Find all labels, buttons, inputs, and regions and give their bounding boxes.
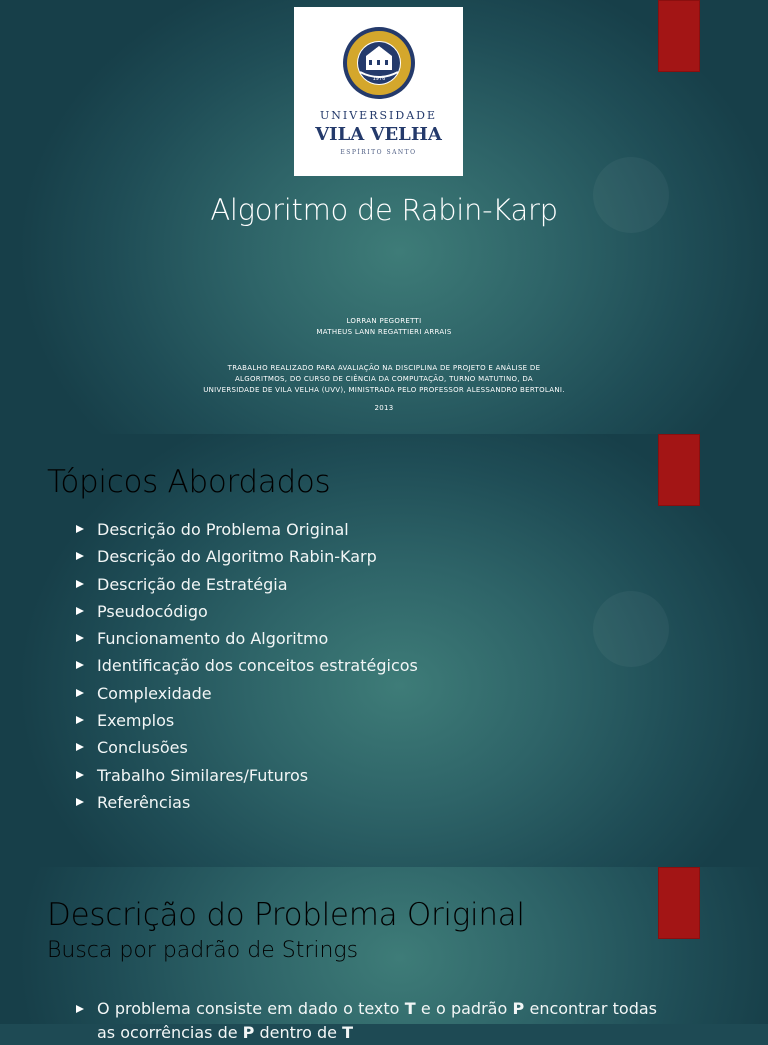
list-item-text: Identificação dos conceitos estratégicos — [97, 656, 418, 676]
author-name: LORRAN PEGORETTI — [346, 317, 422, 325]
description-line: TRABALHO REALIZADO PARA AVALIAÇÃO NA DISCIPLINA DE PROJETO E ANÁLISE DE — [227, 364, 541, 372]
list-item — [76, 625, 418, 652]
description-line: ALGORITMOS, DO CURSO DE CIÊNCIA DA COMPUTAÇÃO, TURNO MATUTINO, DA — [234, 375, 534, 383]
university-logo — [294, 7, 463, 176]
bullet-text: e o padrão — [415, 999, 513, 1018]
bullet-arrow-icon — [76, 689, 84, 697]
presentation-title: Algoritmo de Rabin-Karp — [210, 193, 558, 227]
bullet-arrow-icon — [76, 716, 84, 724]
list-item — [76, 789, 418, 816]
text-var-t: T — [404, 999, 416, 1018]
red-accent-tab — [658, 867, 700, 939]
list-item — [76, 680, 418, 707]
bullet-text: O problema consiste em dado o texto — [97, 999, 405, 1018]
problem-bullet — [76, 997, 657, 1045]
bullet-text: dentro de — [254, 1023, 343, 1042]
topics-title: Tópicos Abordados — [47, 464, 331, 500]
list-item — [76, 734, 418, 761]
problem-subtitle: Busca por padrão de Strings — [47, 938, 359, 963]
list-item — [76, 571, 418, 598]
pattern-var-p: P — [242, 1023, 255, 1042]
list-item-text: Descrição de Estratégia — [97, 574, 288, 594]
logo-university-text: UNIVERSIDADE — [320, 109, 437, 122]
author-name: MATHEUS LANN REGATTIERI ARRAIS — [316, 328, 452, 336]
bullet-arrow-icon — [76, 634, 84, 642]
text-var-t: T — [342, 1023, 354, 1042]
year-label: 2013 — [374, 404, 394, 412]
list-item — [76, 598, 418, 625]
bullet-arrow-icon — [76, 552, 84, 560]
pattern-var-p: P — [512, 999, 525, 1018]
bullet-arrow-icon — [76, 525, 84, 533]
university-seal-icon — [342, 26, 416, 100]
list-item-text: Conclusões — [97, 738, 188, 758]
list-item-text: Pseudocódigo — [97, 601, 208, 621]
description-line: UNIVERSIDADE DE VILA VELHA (UVV), MINISTRADA PELO PROFESSOR ALESSANDRO BERTOLANI. — [203, 386, 565, 394]
red-accent-tab — [658, 434, 700, 506]
bullet-arrow-icon — [76, 1005, 84, 1013]
list-item — [76, 543, 418, 570]
list-item — [76, 707, 418, 734]
list-item — [76, 516, 418, 543]
list-item-text: Exemplos — [97, 711, 175, 731]
bullet-arrow-icon — [76, 771, 84, 779]
bullet-arrow-icon — [76, 607, 84, 615]
bullet-text: encontrar todas as ocorrências de — [97, 999, 658, 1042]
list-item-text: Complexidade — [97, 683, 212, 703]
description-block — [0, 363, 768, 396]
list-item-text: Funcionamento do Algoritmo — [97, 629, 329, 649]
bullet-arrow-icon — [76, 661, 84, 669]
topics-list — [76, 516, 418, 816]
bullet-arrow-icon — [76, 798, 84, 806]
title-slide — [0, 0, 768, 434]
logo-state-text: ESPÍRITO SANTO — [340, 149, 417, 156]
list-item-text: Descrição do Problema Original — [97, 520, 349, 539]
problem-title: Descrição do Problema Original — [47, 897, 525, 933]
list-item — [76, 652, 418, 679]
list-item-text: Descrição do Algoritmo Rabin-Karp — [97, 547, 377, 567]
list-item — [76, 762, 418, 789]
seal-year: 1976 — [372, 76, 386, 82]
authors-block — [0, 316, 768, 338]
list-item-text: Referências — [97, 792, 191, 812]
bullet-arrow-icon — [76, 743, 84, 751]
red-accent-tab — [658, 0, 700, 72]
logo-name-text: VILA VELHA — [315, 124, 442, 145]
list-item-text: Trabalho Similares/Futuros — [97, 765, 309, 785]
bullet-arrow-icon — [76, 580, 84, 588]
